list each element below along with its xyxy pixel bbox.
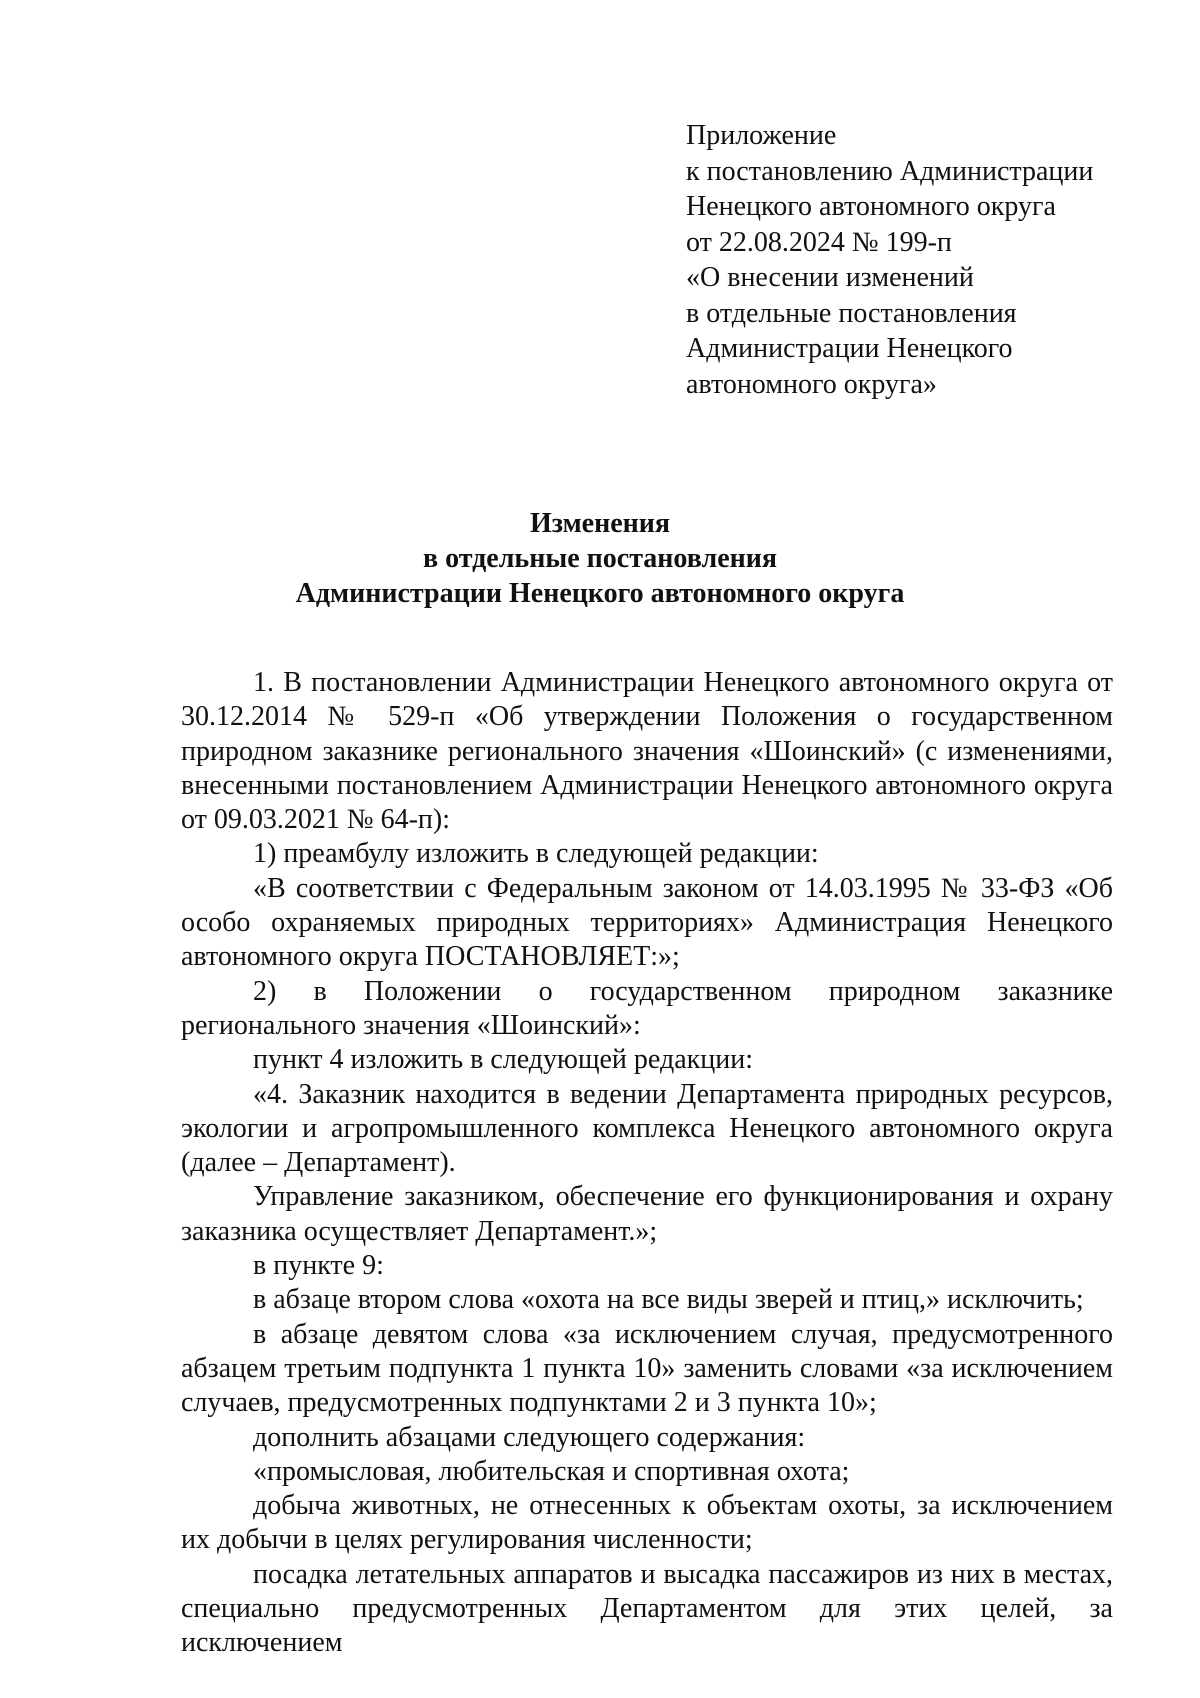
document-title	[0, 506, 1200, 611]
appendix-line: «О внесении изменений	[686, 262, 974, 293]
body-paragraph: дополнить абзацами следующего содержания:	[253, 1421, 806, 1453]
appendix-line: от 22.08.2024 № 199-п	[686, 226, 952, 258]
appendix-line: автономного округа»	[686, 368, 937, 400]
appendix-line: в отдельные постановления	[686, 297, 1017, 329]
appendix-line: Администрации Ненецкого	[686, 333, 1013, 364]
body-paragraph: добыча животных, не отнесенных к объектам охоты, за исключением их добычи в целях регулирования численности;	[181, 1490, 1113, 1556]
body-paragraph: «В соответствии с Федеральным законом от 14.03.1995 № 33-ФЗ «Об особо охраняемых природных территориях» Администрация Ненецкого автономного округа ПОСТАНОВЛЯЕТ:»;	[181, 872, 1113, 973]
document-body	[181, 666, 1113, 1661]
body-paragraph: 1. В постановлении Администрации Ненецкого автономного округа от 30.12.2014 № 529-п «Об утверждении Положения о государственном природном заказнике регионального значения «Шоинский» (с изменениями, внесенными постановлением Администрации Ненецкого автономного округа от 09.03.2021 № 64-п):	[181, 667, 1113, 836]
appendix-line: Приложение	[686, 120, 837, 151]
body-paragraph: пункт 4 изложить в следующей редакции:	[253, 1044, 753, 1076]
body-paragraph: «4. Заказник находится в ведении Департамента природных ресурсов, экологии и агропромышленного комплекса Ненецкого автономного округа (далее – Департамент).	[181, 1078, 1113, 1179]
appendix-block	[686, 118, 1156, 402]
body-paragraph: посадка летательных аппаратов и высадка пассажиров из них в местах, специально предусмотренных Департаментом для этих целей, за исключением	[181, 1558, 1113, 1659]
body-paragraph: «промысловая, любительская и спортивная охота;	[253, 1455, 850, 1487]
appendix-line: Ненецкого автономного округа	[686, 191, 1056, 222]
body-paragraph: 2) в Положении о государственном природном заказнике регионального значения «Шоинский»:	[181, 975, 1113, 1041]
body-paragraph: в пункте 9:	[253, 1250, 384, 1282]
title-line: Изменения	[529, 508, 671, 539]
appendix-line: к постановлению Администрации	[686, 155, 1094, 187]
body-paragraph: в абзаце втором слова «охота на все виды зверей и птиц,» исключить;	[253, 1284, 1084, 1316]
body-paragraph: 1) преамбулу изложить в следующей редакции:	[253, 838, 819, 870]
title-line: в отдельные постановления	[422, 543, 778, 574]
body-paragraph: Управление заказником, обеспечение его функционирования и охрану заказника осуществляет Департамент.»;	[181, 1181, 1113, 1247]
title-line: Администрации Ненецкого автономного округа	[295, 578, 905, 609]
body-paragraph: в абзаце девятом слова «за исключением случая, предусмотренного абзацем третьим подпункта 1 пункта 10» заменить словами «за исключением случаев, предусмотренных подпунктами 2 и 3 пункта 10»;	[181, 1318, 1113, 1419]
